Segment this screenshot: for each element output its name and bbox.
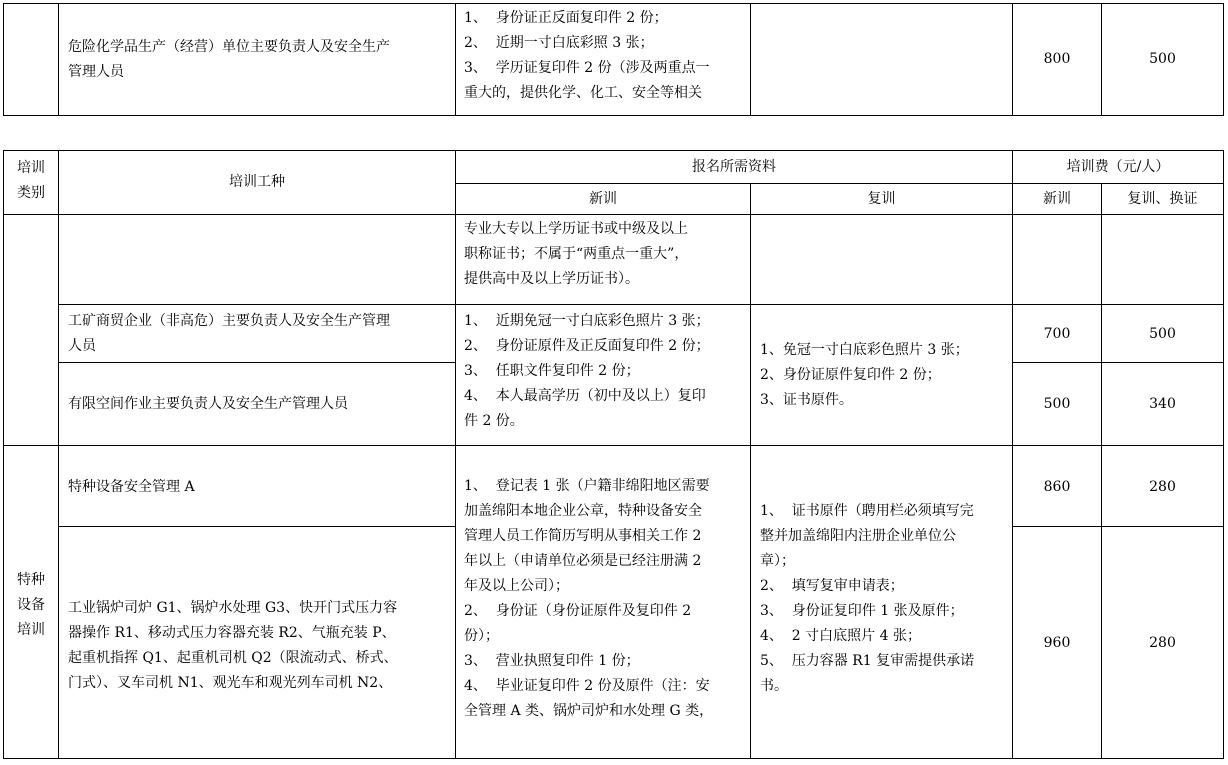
header-materials-new: 新训: [589, 191, 617, 207]
fee-new-cell: 800: [1043, 51, 1071, 67]
header-fee-new: 新训: [1043, 191, 1071, 207]
fee-new-cell: 500: [1043, 396, 1071, 412]
header-fee: 培训费（元/人）: [1066, 159, 1170, 175]
job-confined-space: 有限空间作业主要负责人及安全生产管理人员: [68, 396, 348, 412]
block1-new-materials: 1、 近期免冠一寸白底彩色照片 3 张； 2、 身份证原件及正反面复印件 2 份； 3、 任职文件复印件 2 份； 4、 本人最高学历（初中及以上）复印 件 2 份。: [464, 313, 710, 429]
header-category: 培训 类别: [17, 160, 45, 201]
header-job: 培训工种: [229, 174, 285, 190]
header-materials: 报名所需资料: [692, 159, 776, 175]
block1-renew-materials: 1、免冠一寸白底彩色照片 3 张； 2、身份证原件复印件 2 份； 3、证书原件。: [760, 342, 969, 408]
fee-renew-cell: 500: [1149, 51, 1176, 67]
block2-new-materials: 1、 登记表 1 张（户籍非绵阳地区需要 加盖绵阳本地企业公章，特种设备安全 管理人员工作简历写明从事相关工作 2 年以上（申请单位必须是已经注册满 2 年及以上公司）； 2、 身份证（身份证原件及复印件 2 份）； 3、 营业执照复印件 1 份； 4、 毕业证复印件 2 份及原件（注：安 全管理 A 类、锅炉司炉和水处理 G 类，: [464, 478, 714, 719]
continued-materials: 专业大专以上学历证书或中级及以上 职称证书；不属于“两重点一重大”， 提供高中及以上学历证书）。: [464, 221, 689, 287]
block2-renew-materials: 1、 证书原件（聘用栏必须填写完 整并加盖绵阳内注册企业单位公 章）； 2、 填写复审申请表； 3、 身份证复印件 1 张及原件； 4、 2 寸白底照片 4 张； 5、 压力容器 R1 复审需提供承诺 书。: [760, 503, 975, 694]
job-industrial-trade: 工矿商贸企业（非高危）主要负责人及安全生产管理 人员: [68, 313, 390, 354]
fee-renew-cell: 280: [1149, 479, 1176, 495]
fee-renew-cell: 500: [1149, 326, 1176, 342]
header-fee-renew: 复训、换证: [1127, 191, 1198, 207]
fee-new-cell: 700: [1043, 326, 1071, 342]
fee-renew-cell: 280: [1149, 635, 1176, 651]
fee-renew-cell: 340: [1149, 396, 1176, 412]
header-materials-renew: 复训: [867, 191, 896, 207]
fee-new-cell: 960: [1043, 635, 1071, 651]
fee-new-cell: 860: [1043, 479, 1071, 495]
job-special-equipment-operators: 工业锅炉司炉 G1、锅炉水处理 G3、快开门式压力容 器操作 R1、移动式压力容器充装 R2、气瓶充装 P、 起重机指挥 Q1、起重机司机 Q2（限流动式、桥式、 门式）、叉车司机 N1、观光车和观光列车司机 N2、: [68, 600, 398, 691]
job-special-equipment-safety: 特种设备安全管理 A: [68, 479, 195, 495]
new-training-materials: 1、 身份证正反面复印件 2 份； 2、 近期一寸白底彩照 3 张； 3、 学历证复印件 2 份（涉及两重点一 重大的，提供化学、化工、安全等相关: [464, 10, 710, 101]
category-special-equipment: 特种 设备 培训: [17, 572, 45, 638]
job-name-cell: 危险化学品生产（经营）单位主要负责人及安全生产 管理人员: [68, 39, 390, 80]
